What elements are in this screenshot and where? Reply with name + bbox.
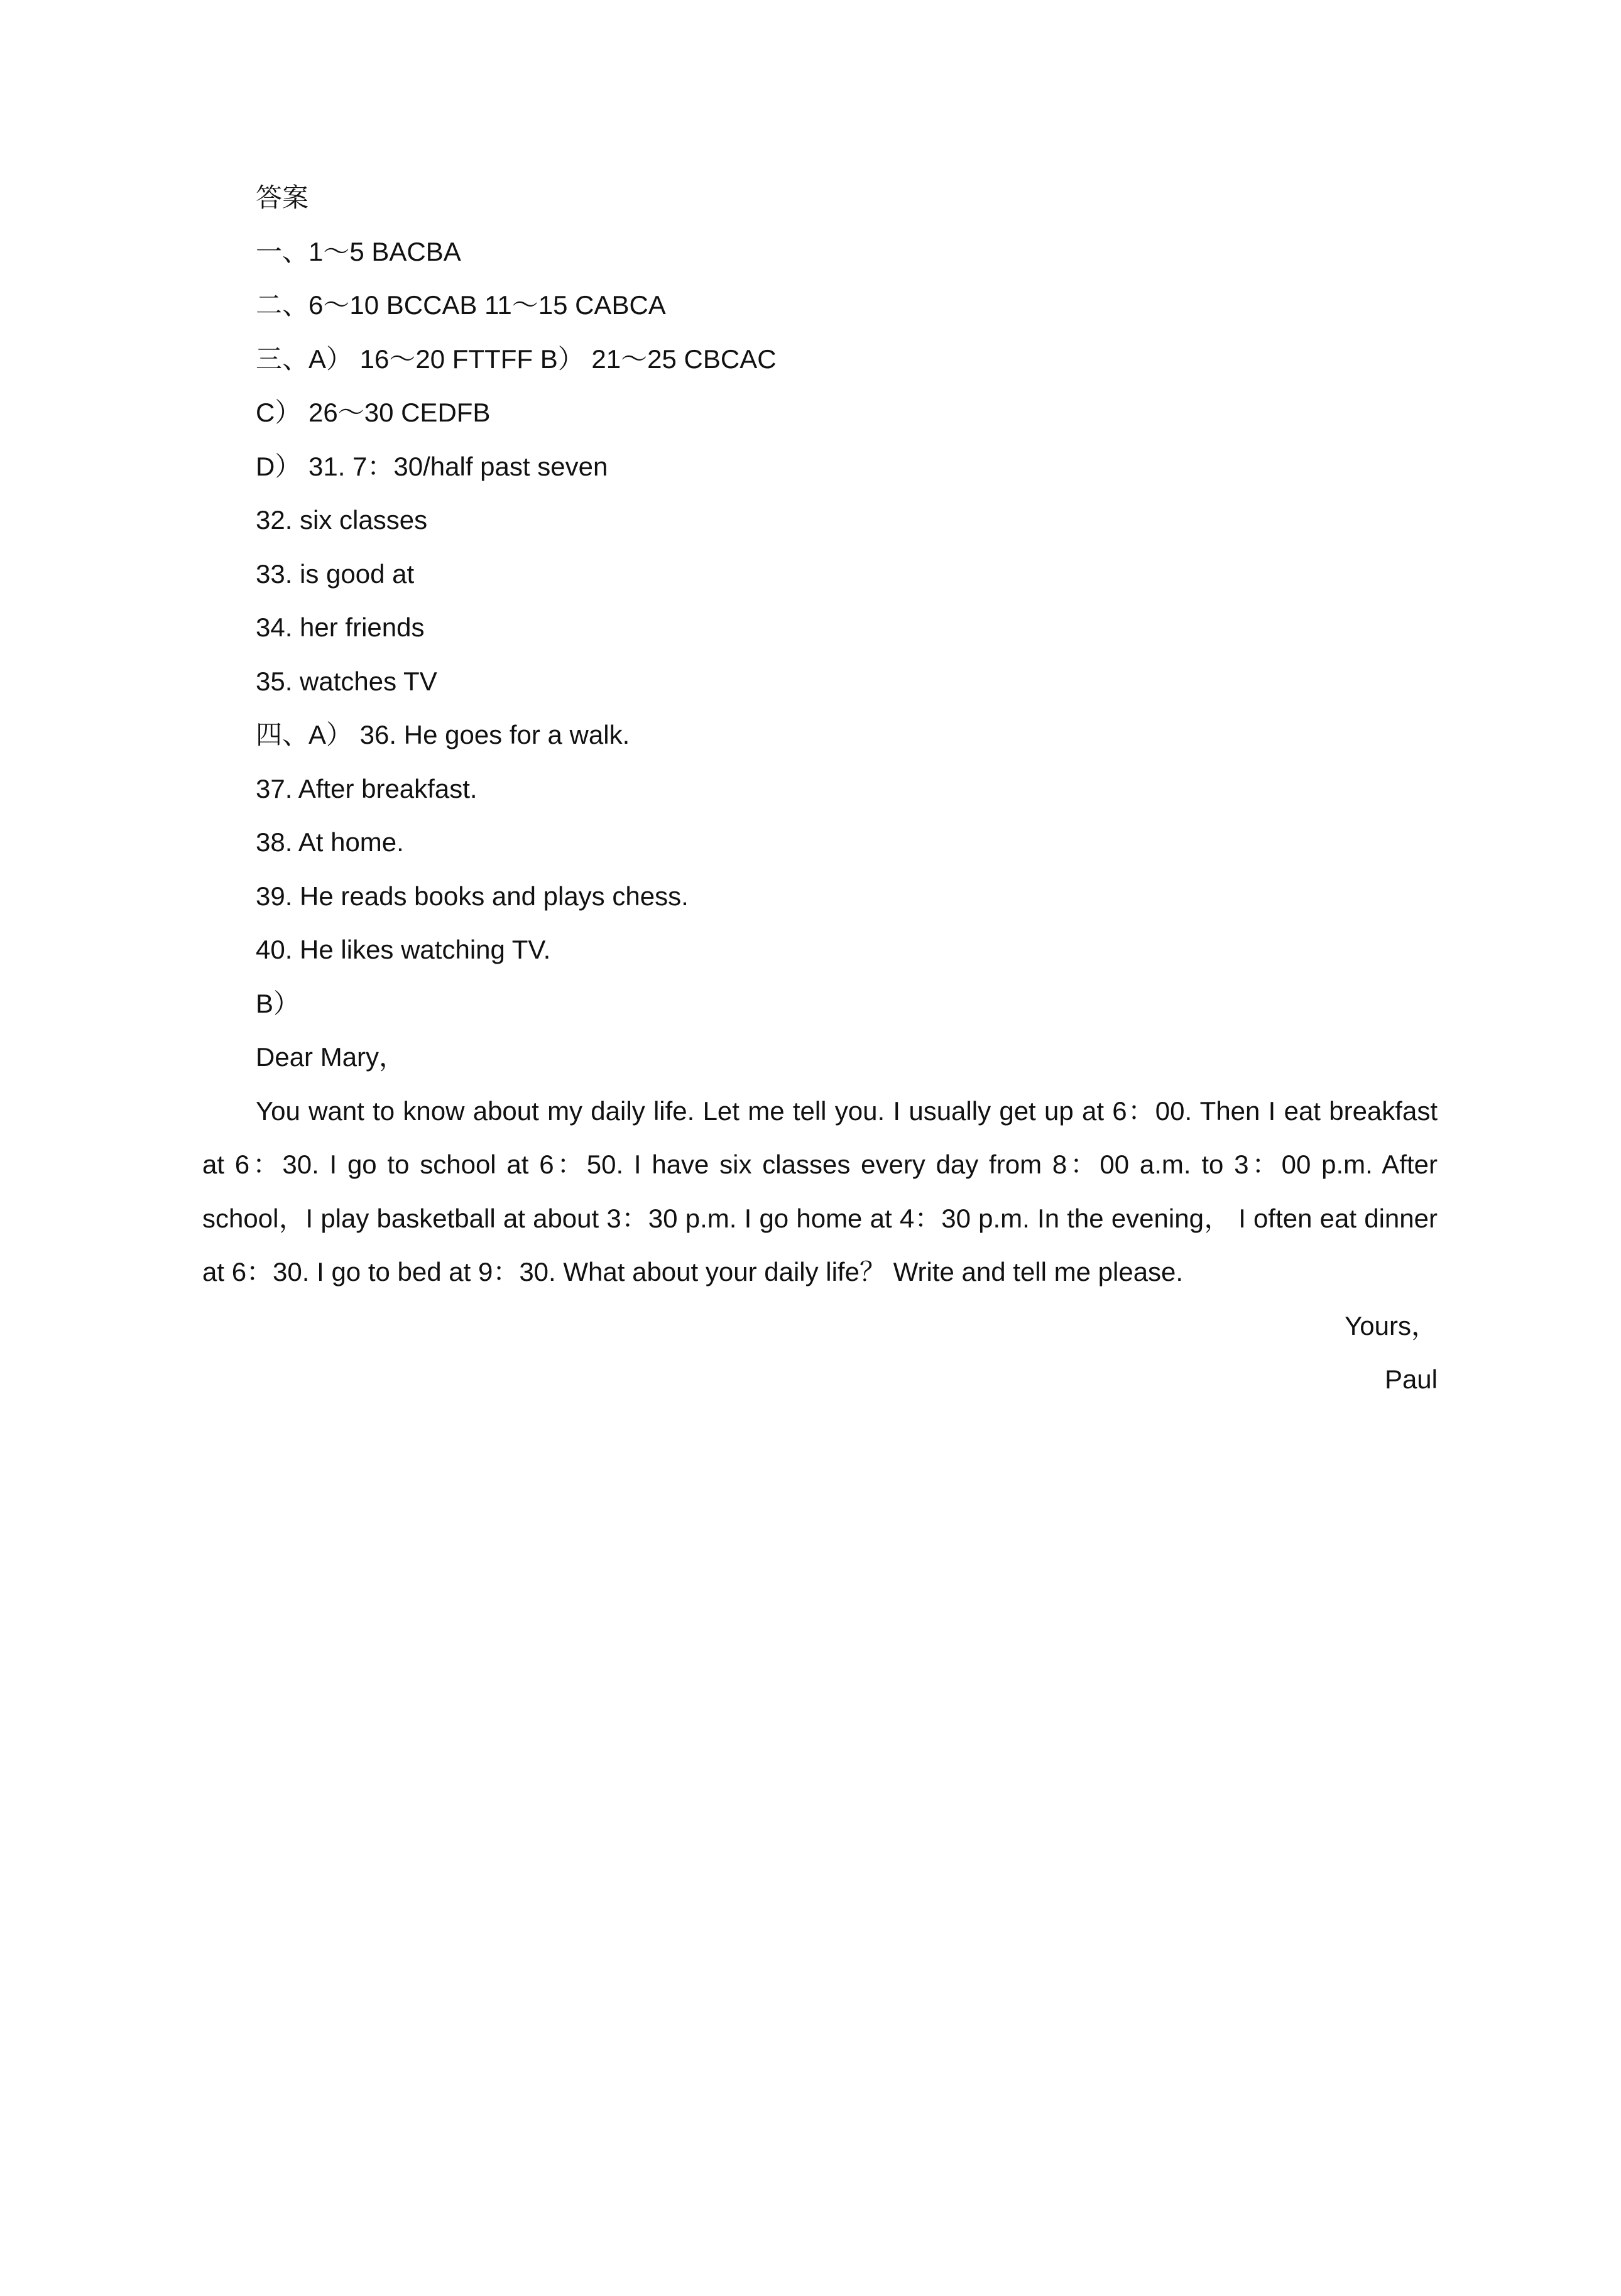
answer-line-35: 35. watches TV [256, 666, 437, 696]
letter-greeting: Dear Mary， [256, 1042, 406, 1072]
answer-heading: 答案 [256, 182, 309, 213]
answer-line-37: 37. After breakfast. [256, 773, 478, 803]
answer-line-33: 33. is good at [256, 558, 415, 589]
answer-line-38: 38. At home. [256, 827, 404, 857]
letter-closing: Yours， [1345, 1310, 1438, 1341]
answer-line-39: 39. He reads books and plays chess. [256, 881, 689, 911]
answer-line-40: 40. He likes watching TV. [256, 935, 551, 964]
answer-line-34: 34. her friends [256, 612, 425, 642]
answer-line-section-3d: D） 31. 7：30/half past seven [256, 451, 608, 481]
answer-content [202, 171, 1438, 1406]
answer-line-section-4b: B） [256, 988, 300, 1018]
answer-line-section-1: 一、1～5 BACBA [256, 236, 461, 266]
answer-line-section-3c: C） 26～30 CEDFB [256, 398, 491, 427]
answer-line-section-4a: 四、A） 36. He goes for a walk. [256, 720, 630, 749]
letter-signature: Paul [1384, 1364, 1438, 1394]
answer-line-section-2: 二、6～10 BCCAB 11～15 CABCA [256, 290, 666, 320]
letter-body: You want to know about my daily life. Let me tell you. I usually get up at 6：00. Then I eat breakfast at 6：30. I go to school at 6：50. I have six classes every day from 8：00 a.m. to 3：00 p.m. After school，I play basketball at about 3：30 p.m. I go home at 4：30 p.m. In the evening， I often eat dinner at 6：30. I go to bed at 9：30. What about your daily life？ Write and tell me please. [202, 1096, 1438, 1287]
answer-line-section-3a: 三、A） 16～20 FTTFF B） 21～25 CBCAC [256, 344, 777, 374]
answer-line-32: 32. six classes [256, 505, 428, 535]
